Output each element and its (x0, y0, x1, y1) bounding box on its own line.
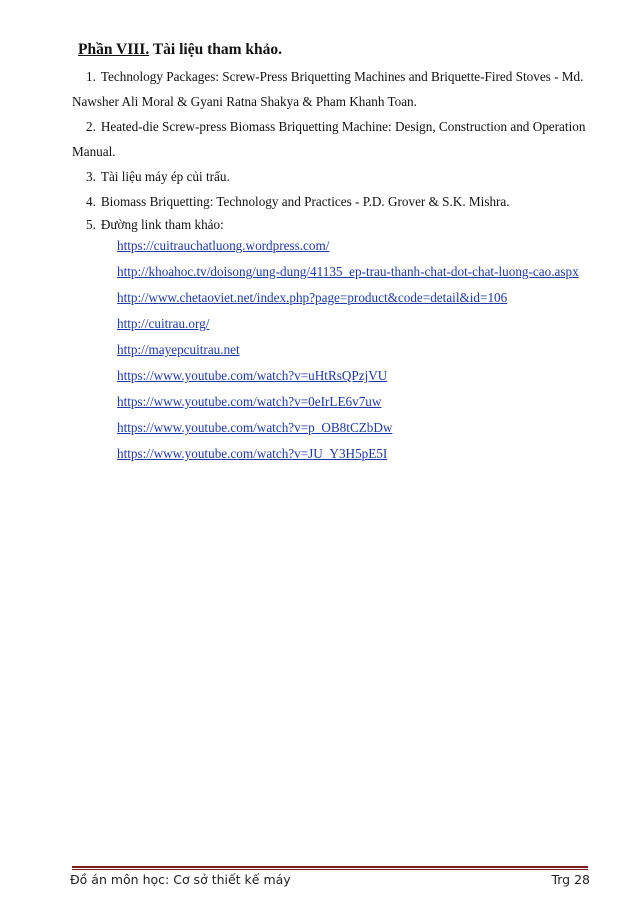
reference-text: Đường link tham khảo: (100, 217, 224, 232)
section-title: Tài liệu tham khảo. (152, 41, 283, 58)
list-item (117, 288, 579, 314)
reference-link[interactable]: https://www.youtube.com/watch?v=0eIrLE6v7uw (117, 394, 382, 409)
reference-number: 3. (86, 169, 96, 184)
reference-text: Technology Packages: Screw-Press Briquetting Machines and Briquette-Fired Stoves - Md. Nawsher Ali Moral & Gyani Ratna Shakya & Pham Khanh Toan. (72, 69, 584, 109)
list-item (117, 366, 579, 392)
footer-divider (72, 866, 588, 868)
footer-divider-thin (72, 869, 588, 870)
reference-link[interactable]: https://cuitrauchatluong.wordpress.com/ (117, 238, 330, 253)
reference-number: 1. (86, 69, 96, 84)
reference-number: 4. (86, 194, 96, 209)
reference-link[interactable]: http://khoahoc.tv/doisong/ung-dung/41135_ep-trau-thanh-chat-dot-chat-luong-cao.aspx (117, 264, 579, 279)
reference-link[interactable]: https://www.youtube.com/watch?v=p_OB8tCZbDw (117, 420, 393, 435)
reference-link[interactable]: https://www.youtube.com/watch?v=JU_Y3H5pE5I (117, 446, 388, 461)
list-item (117, 392, 579, 418)
list-item (117, 340, 579, 366)
reference-item (72, 164, 588, 189)
reference-link[interactable]: http://mayepcuitrau.net (117, 342, 240, 357)
reference-number: 2. (86, 119, 96, 134)
reference-item (72, 212, 588, 237)
reference-link[interactable]: https://www.youtube.com/watch?v=uHtRsQPzjVU (117, 368, 388, 383)
list-item (117, 262, 579, 288)
section-part-label: Phần VIII. (78, 41, 150, 58)
reference-text: Heated-die Screw-press Biomass Briquetting Machine: Design, Construction and Operation Manual. (72, 119, 586, 159)
section-heading (78, 41, 282, 59)
list-item (117, 418, 579, 444)
reference-item (72, 64, 588, 114)
list-item (117, 236, 579, 262)
footer-course-title: Đồ án môn học: Cơ sở thiết kế máy (70, 872, 291, 887)
reference-link[interactable]: http://cuitrau.org/ (117, 316, 210, 331)
reference-link-list (117, 236, 579, 470)
footer-page-number: Trg 28 (551, 872, 590, 887)
reference-link[interactable]: http://www.chetaoviet.net/index.php?page=product&code=detail&id=106 (117, 290, 508, 305)
list-item (117, 444, 579, 470)
reference-text: Biomass Briquetting: Technology and Practices - P.D. Grover & S.K. Mishra. (100, 194, 510, 209)
reference-item (72, 114, 588, 164)
list-item (117, 314, 579, 340)
reference-item (72, 189, 588, 214)
reference-number: 5. (86, 217, 96, 232)
reference-text: Tài liệu máy ép củi trấu. (100, 169, 230, 184)
